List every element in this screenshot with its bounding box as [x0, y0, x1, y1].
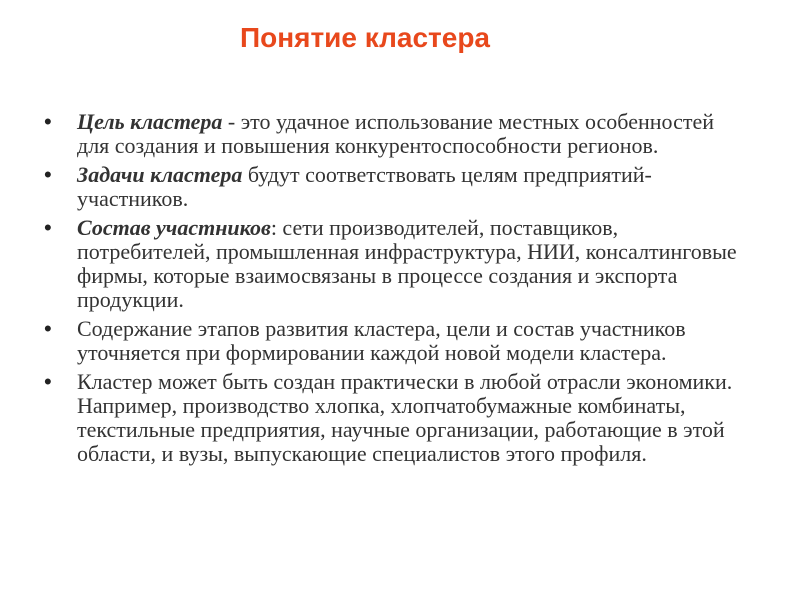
bullet-dot-icon: • [44, 369, 52, 394]
bullet-emphasis: Состав участников [77, 215, 271, 240]
bullet-text: Содержание этапов развития кластера, цели и состав участников уточняется при формировании каждой новой модели кластера. [77, 316, 686, 365]
bullet-text: : сети производителей, поставщиков, потребителей, промышленная инфраструктура, НИИ, консалтинговые фирмы, которые взаимосвязаны в процессе создания и экспорта продукции. [77, 215, 737, 312]
bullet-text: - это удачное использование местных особенностей для создания и повышения конкурентоспособности регионов. [77, 109, 714, 158]
bullet-item-stages [0, 317, 800, 365]
bullet-dot-icon: • [44, 109, 52, 134]
bullet-dot-icon: • [44, 316, 52, 341]
bullet-emphasis: Задачи кластера [77, 162, 243, 187]
bullet-list [0, 110, 800, 471]
slide-title: Понятие кластера [239, 22, 490, 53]
bullet-text: будут соответствовать целям предприятий-участников. [77, 162, 652, 211]
bullet-emphasis: Цель кластера [77, 109, 223, 134]
bullet-text: Кластер может быть создан практически в любой отрасли экономики. Например, производство хлопка, хлопчатобумажные комбинаты, текстильные предприятия, научные организации, работающие в этой области, и вузы, выпускающие специалистов этого профиля. [77, 369, 733, 466]
bullet-item-participants [0, 216, 800, 312]
bullet-item-tasks [0, 163, 800, 211]
bullet-item-industries [0, 370, 800, 466]
bullet-dot-icon: • [44, 215, 52, 240]
bullet-dot-icon: • [44, 162, 52, 187]
bullet-item-goal [0, 110, 800, 158]
